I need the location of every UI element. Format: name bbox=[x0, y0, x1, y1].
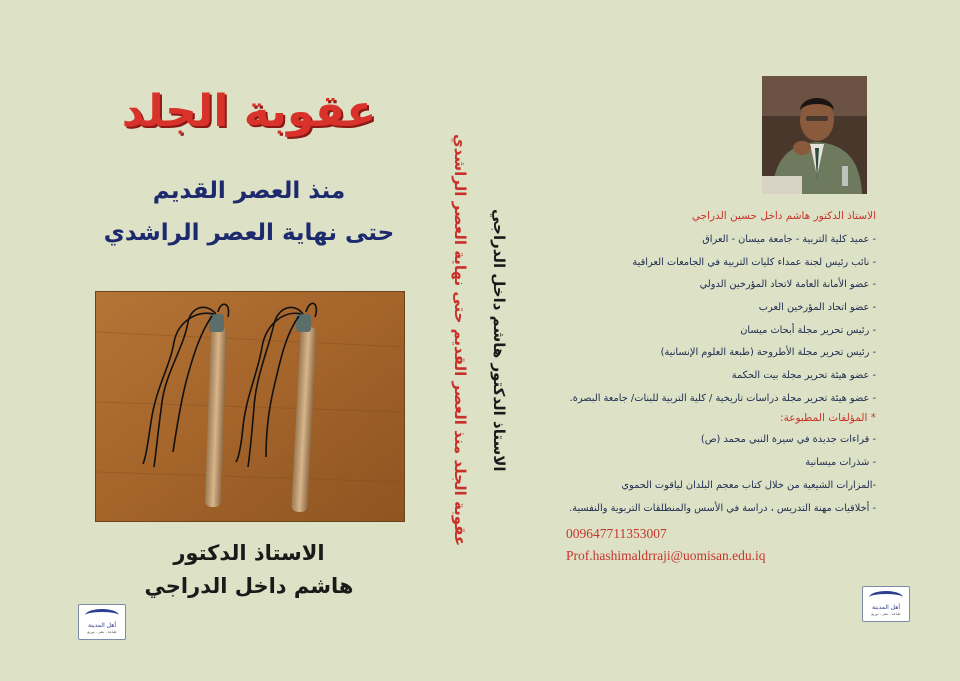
publication-item: - قراءات جديدة في سيرة النبي محمد (ص) bbox=[700, 434, 876, 445]
publisher-logo-text: أهل المدينة bbox=[871, 604, 901, 611]
bio-heading: الاستاذ الدكتور هاشم داخل حسين الدراجي bbox=[691, 210, 876, 222]
contact-email: Prof.hashimaldrraji@uomisan.edu.iq bbox=[566, 548, 766, 563]
publisher-logo-text: أهل المدينة bbox=[87, 622, 117, 629]
author-name: هاشم داخل الدراجي bbox=[144, 574, 354, 598]
publisher-swoosh-icon bbox=[869, 591, 903, 604]
book-spine bbox=[437, 56, 527, 624]
bio-item: - رئيس تحرير مجلة أبحاث ميسان bbox=[740, 324, 876, 336]
book-subtitle-line1: منذ العصر القديم bbox=[152, 178, 346, 204]
spine-author: الاستاذ الدكتور هاشم داخل الدراجي bbox=[490, 208, 508, 472]
publication-item: - أخلاقيات مهنة التدريس ، دراسة في الأسس والمنطلقات التربوية والنفسية. bbox=[569, 503, 876, 514]
spine-title: عقوبة الجلد منذ العصر القديم حتى نهاية العصر الراشدي bbox=[451, 133, 469, 547]
publisher-swoosh-icon bbox=[85, 609, 119, 622]
bio-item: - عضو الأمانة العامة لاتحاد المؤرخين الدولي bbox=[699, 279, 876, 291]
author-portrait-image bbox=[762, 76, 867, 194]
book-subtitle-line2: حتى نهاية العصر الراشدي bbox=[103, 220, 395, 246]
bio-item: - عضو اتحاد المؤرخين العرب bbox=[758, 302, 876, 314]
publication-item: -المزارات الشيعية من خلال كتاب معجم البلدان لياقوت الحموي bbox=[621, 480, 876, 491]
bio-list bbox=[536, 234, 876, 416]
publications-heading: * المؤلفات المطبوعة: bbox=[780, 412, 876, 424]
bio-item: - عميد كلية التربية - جامعة ميسان - العراق bbox=[702, 234, 876, 245]
bio-item: - عضو هيئة تحرير مجلة بيت الحكمة bbox=[731, 370, 876, 382]
whips-illustration bbox=[96, 292, 404, 521]
bio-item: - عضو هيئة تحرير مجلة دراسات تاريخية / كلية التربية للبنات/ جامعة البصرة. bbox=[569, 392, 876, 404]
author-title: الاستاذ الدكتور bbox=[173, 541, 325, 565]
book-title: عقوبة الجلد bbox=[121, 86, 377, 137]
publication-item: - شذرات ميسانية bbox=[805, 457, 876, 468]
author-portrait bbox=[762, 76, 867, 194]
bio-item: - رئيس تحرير مجلة الأطروحة (طبعة العلوم الإنسانية) bbox=[660, 347, 876, 359]
bio-item: - نائب رئيس لجنة عمداء كليات التربية في الجامعات العراقية bbox=[632, 256, 876, 268]
publisher-logo-front bbox=[78, 604, 126, 640]
publications-list bbox=[516, 434, 876, 526]
publisher-logo-back bbox=[862, 586, 910, 622]
contact-phone: 009647711353007 bbox=[566, 526, 667, 541]
whips-photo bbox=[96, 292, 404, 521]
publisher-logo-subtext: طباعة - نشر - توزيع bbox=[871, 612, 901, 616]
publisher-logo-subtext: طباعة - نشر - توزيع bbox=[87, 630, 117, 634]
